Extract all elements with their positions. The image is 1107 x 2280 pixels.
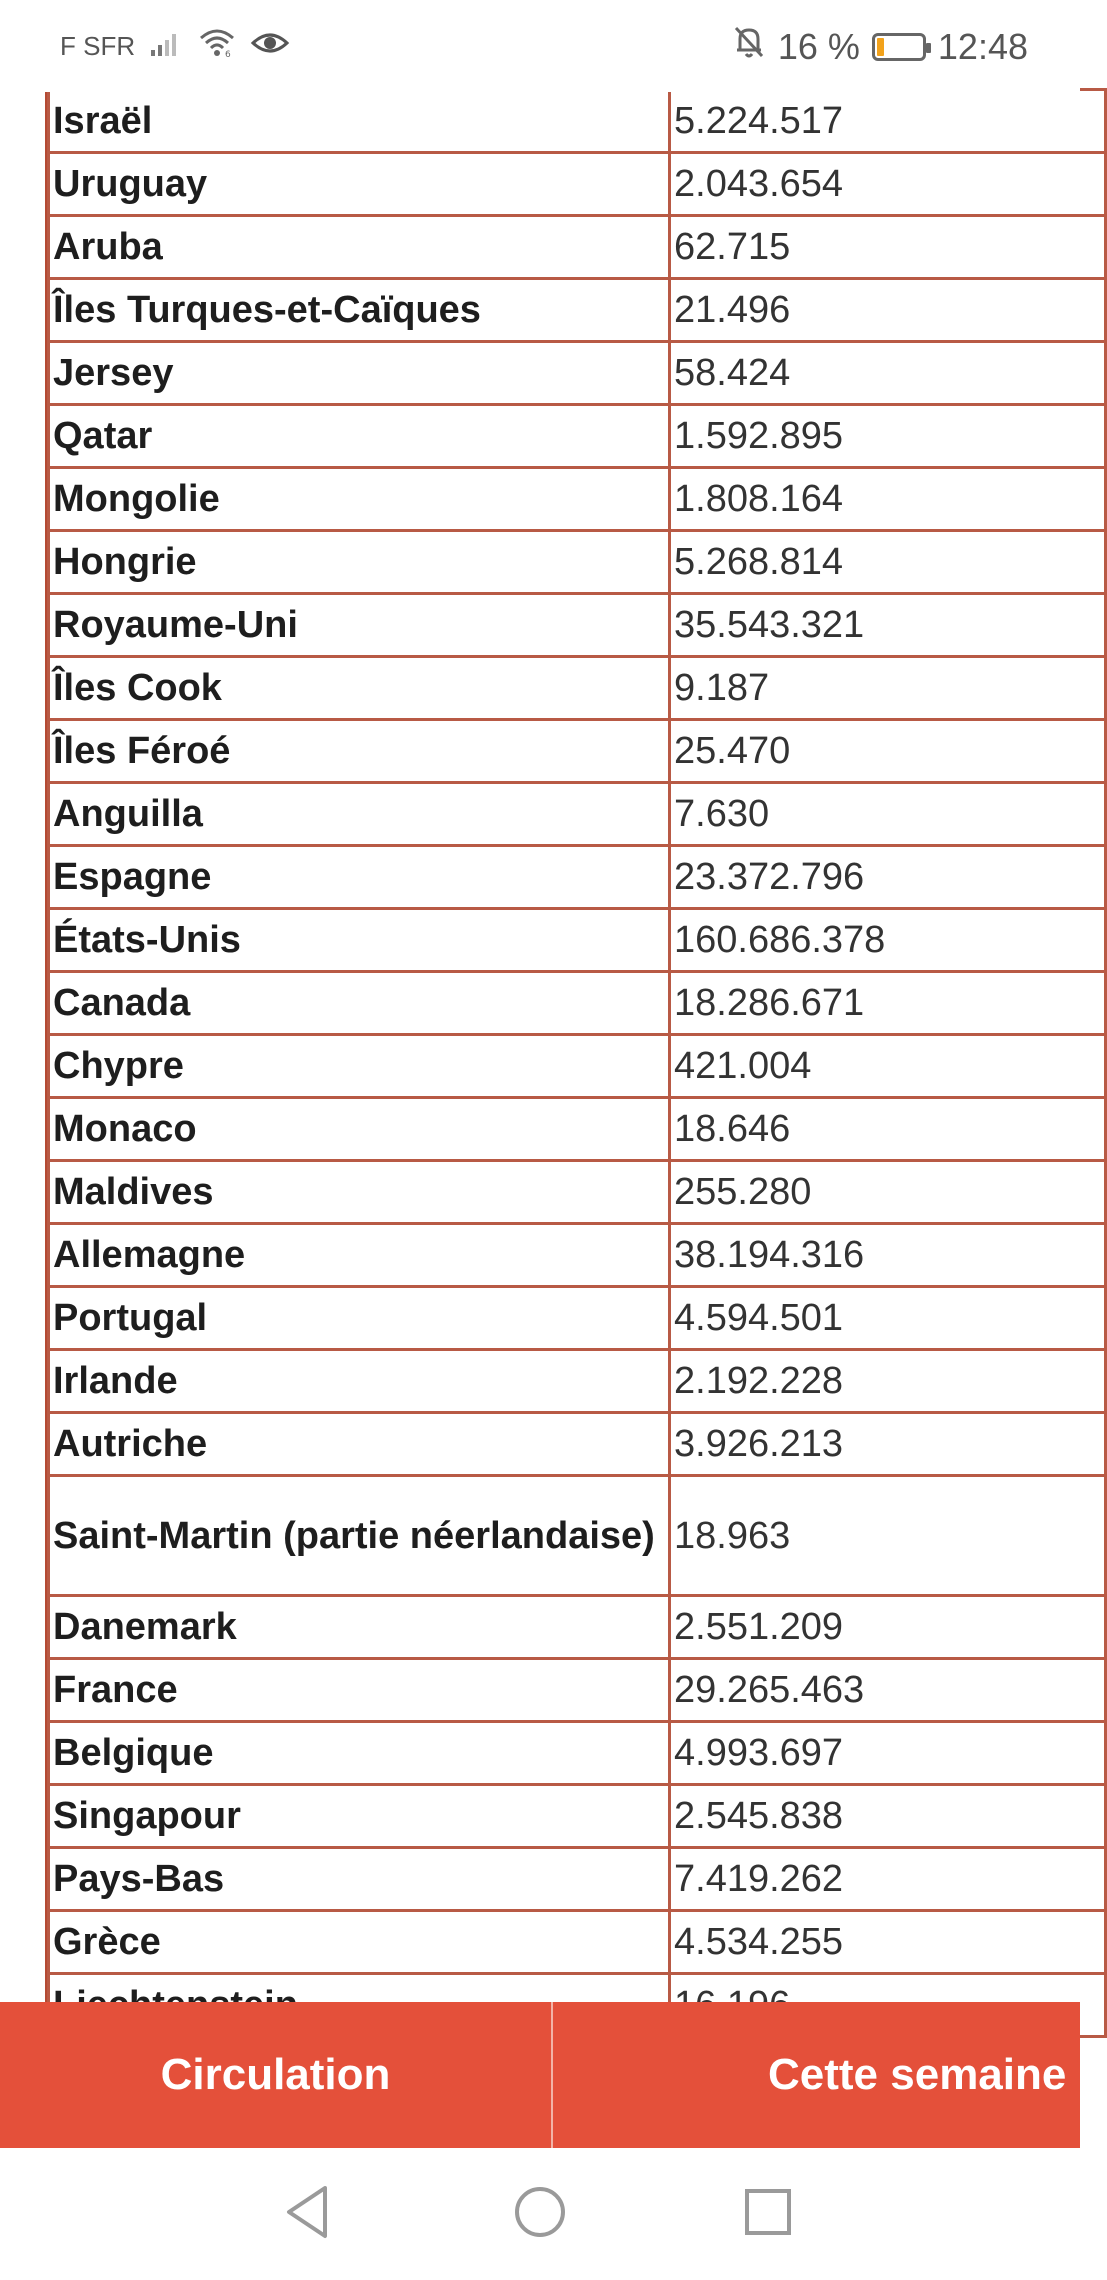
table-row <box>49 1224 1106 1287</box>
value-cell: 4.993.697 <box>670 1722 1106 1785</box>
tab-circulation-label: Circulation <box>160 2050 391 2099</box>
table-row <box>49 1350 1106 1413</box>
country-cell: Jersey <box>49 342 670 405</box>
table-row <box>49 783 1106 846</box>
country-cell: Royaume-Uni <box>49 594 670 657</box>
table-row <box>49 1848 1106 1911</box>
value-cell: 18.286.671 <box>670 972 1106 1035</box>
value-cell: 5.224.517 <box>670 90 1106 153</box>
table-row <box>49 1785 1106 1848</box>
value-cell: 9.187 <box>670 657 1106 720</box>
country-cell: Hongrie <box>49 531 670 594</box>
country-table <box>47 88 1107 2038</box>
battery-icon <box>872 33 926 61</box>
country-cell: Canada <box>49 972 670 1035</box>
table-row <box>49 1476 1106 1596</box>
country-cell: Grèce <box>49 1911 670 1974</box>
signal-icon <box>149 30 183 63</box>
value-cell: 160.686.378 <box>670 909 1106 972</box>
value-cell: 29.265.463 <box>670 1659 1106 1722</box>
tab-cette-semaine[interactable] <box>553 2002 1080 2148</box>
table-row <box>49 1659 1106 1722</box>
table-row <box>49 846 1106 909</box>
value-cell: 18.646 <box>670 1098 1106 1161</box>
value-cell: 21.496 <box>670 279 1106 342</box>
recent-apps-icon[interactable] <box>738 2182 798 2242</box>
value-cell: 255.280 <box>670 1161 1106 1224</box>
table-row <box>49 594 1106 657</box>
bottom-tab-bar <box>0 2002 1080 2148</box>
value-cell: 7.419.262 <box>670 1848 1106 1911</box>
table-row <box>49 216 1106 279</box>
table-row <box>49 1035 1106 1098</box>
status-left <box>60 28 289 65</box>
country-cell: Aruba <box>49 216 670 279</box>
status-bar <box>0 0 1080 92</box>
country-cell: Pays-Bas <box>49 1848 670 1911</box>
table-row <box>49 1287 1106 1350</box>
country-cell: Danemark <box>49 1596 670 1659</box>
carrier-label: F SFR <box>60 31 136 61</box>
table-row <box>49 1722 1106 1785</box>
value-cell: 421.004 <box>670 1035 1106 1098</box>
country-cell: Allemagne <box>49 1224 670 1287</box>
country-cell: Uruguay <box>49 153 670 216</box>
table-row <box>49 342 1106 405</box>
table-row <box>49 153 1106 216</box>
table-row <box>49 972 1106 1035</box>
table-viewport[interactable] <box>0 92 1080 2004</box>
country-cell: Îles Turques-et-Caïques <box>49 279 670 342</box>
value-cell: 1.592.895 <box>670 405 1106 468</box>
value-cell: 5.268.814 <box>670 531 1106 594</box>
value-cell: 2.043.654 <box>670 153 1106 216</box>
value-cell: 58.424 <box>670 342 1106 405</box>
table-body <box>49 90 1106 2037</box>
value-cell: 2.551.209 <box>670 1596 1106 1659</box>
table-row <box>49 720 1106 783</box>
clock: 12:48 <box>937 25 1028 67</box>
value-cell: 62.715 <box>670 216 1106 279</box>
table-row <box>49 90 1106 153</box>
svg-text:6: 6 <box>225 50 231 60</box>
country-cell: Belgique <box>49 1722 670 1785</box>
country-cell: Irlande <box>49 1350 670 1413</box>
country-cell: Maldives <box>49 1161 670 1224</box>
country-cell: Monaco <box>49 1098 670 1161</box>
battery-percent: 16 % <box>777 25 860 67</box>
value-cell: 23.372.796 <box>670 846 1106 909</box>
value-cell: 25.470 <box>670 720 1106 783</box>
tab-circulation[interactable] <box>0 2002 553 2148</box>
tab-cette-semaine-label: Cette semaine <box>768 2050 1067 2099</box>
table-row <box>49 909 1106 972</box>
value-cell: 18.963 <box>670 1476 1106 1596</box>
country-cell: Mongolie <box>49 468 670 531</box>
value-cell: 2.192.228 <box>670 1350 1106 1413</box>
country-cell: Saint-Martin (partie néerlandaise) <box>49 1476 670 1596</box>
country-cell: Autriche <box>49 1413 670 1476</box>
country-cell: Chypre <box>49 1035 670 1098</box>
country-cell: Singapour <box>49 1785 670 1848</box>
table-row <box>49 531 1106 594</box>
country-cell: Anguilla <box>49 783 670 846</box>
table-row <box>49 1161 1106 1224</box>
country-cell: États-Unis <box>49 909 670 972</box>
value-cell: 2.545.838 <box>670 1785 1106 1848</box>
country-cell: Israël <box>49 90 670 153</box>
eye-icon <box>251 30 289 63</box>
country-cell: Espagne <box>49 846 670 909</box>
value-cell: 7.630 <box>670 783 1106 846</box>
back-icon[interactable] <box>278 2182 338 2242</box>
country-cell: Îles Féroé <box>49 720 670 783</box>
table-row <box>49 1911 1106 1974</box>
value-cell: 4.594.501 <box>670 1287 1106 1350</box>
value-cell: 1.808.164 <box>670 468 1106 531</box>
table-row <box>49 279 1106 342</box>
table-row <box>49 1098 1106 1161</box>
value-cell: 35.543.321 <box>670 594 1106 657</box>
table-row <box>49 657 1106 720</box>
table-row <box>49 468 1106 531</box>
value-cell: 4.534.255 <box>670 1911 1106 1974</box>
country-cell: Îles Cook <box>49 657 670 720</box>
value-cell: 38.194.316 <box>670 1224 1106 1287</box>
value-cell: 3.926.213 <box>670 1413 1106 1476</box>
country-cell: Portugal <box>49 1287 670 1350</box>
wifi-icon <box>197 28 237 65</box>
battery-fill <box>877 38 884 56</box>
silent-bell-icon <box>732 24 766 69</box>
table-row <box>49 405 1106 468</box>
navigation-bar <box>0 2148 1080 2280</box>
country-cell: France <box>49 1659 670 1722</box>
table-row <box>49 1413 1106 1476</box>
home-icon[interactable] <box>510 2182 570 2242</box>
status-right <box>732 24 1028 69</box>
country-cell: Qatar <box>49 405 670 468</box>
table-row <box>49 1596 1106 1659</box>
